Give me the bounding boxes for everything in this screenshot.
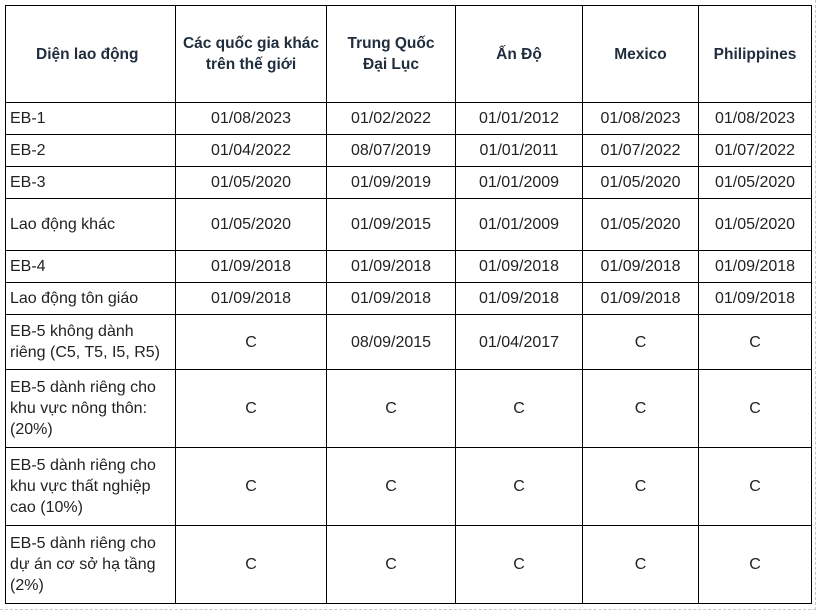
date-cell[interactable]: 01/09/2018 (583, 283, 699, 315)
date-cell[interactable]: C (176, 315, 327, 370)
row-label-cell[interactable] (6, 370, 176, 448)
row-label-line: EB-4 (10, 258, 46, 275)
header-line: Mexico (614, 45, 667, 63)
date-cell[interactable]: 01/04/2022 (176, 135, 327, 167)
date-cell[interactable]: C (176, 448, 327, 526)
row-label-cell[interactable] (6, 448, 176, 526)
header-china (327, 6, 456, 103)
table-row (6, 526, 812, 604)
table-row (6, 315, 812, 370)
header-line: Các quốc gia khác (182, 35, 320, 52)
date-cell[interactable]: 01/09/2019 (327, 167, 456, 199)
date-cell[interactable]: C (327, 448, 456, 526)
date-cell[interactable]: 01/05/2020 (583, 167, 699, 199)
date-cell[interactable]: C (456, 526, 583, 604)
header-line: Trung Quốc (347, 35, 435, 52)
row-label-cell[interactable] (6, 199, 176, 251)
date-cell[interactable]: 01/04/2017 (456, 315, 583, 370)
date-cell[interactable]: C (699, 526, 812, 604)
row-label-cell[interactable] (6, 251, 176, 283)
date-cell[interactable]: C (583, 370, 699, 448)
row-label-line: riêng (C5, T5, I5, R5) (10, 344, 160, 361)
date-cell[interactable]: C (456, 370, 583, 448)
table-row (6, 251, 812, 283)
table-row (6, 103, 812, 135)
table-row (6, 135, 812, 167)
table-row (6, 167, 812, 199)
date-cell[interactable]: C (176, 370, 327, 448)
row-label-line: EB-1 (10, 110, 46, 127)
date-cell[interactable]: 01/09/2018 (176, 283, 327, 315)
date-cell[interactable]: 01/09/2018 (583, 251, 699, 283)
date-cell[interactable]: 01/01/2009 (456, 199, 583, 251)
row-label-cell[interactable] (6, 135, 176, 167)
date-cell[interactable]: 01/09/2018 (456, 251, 583, 283)
table-row (6, 199, 812, 251)
date-cell[interactable]: 01/05/2020 (583, 199, 699, 251)
row-label-line: khu vực nông thôn: (10, 400, 148, 417)
row-label-line: (2%) (10, 577, 44, 594)
row-label-line: dự án cơ sở hạ tầng (10, 556, 156, 573)
header-line: Ấn Độ (496, 45, 542, 63)
row-label-cell[interactable] (6, 315, 176, 370)
date-cell[interactable]: 01/09/2018 (456, 283, 583, 315)
header-line: Philippines (713, 45, 797, 63)
date-cell[interactable]: 01/01/2009 (456, 167, 583, 199)
date-cell[interactable]: 01/09/2018 (327, 283, 456, 315)
date-cell[interactable]: C (699, 370, 812, 448)
date-cell[interactable]: C (699, 448, 812, 526)
header-line: trên thế giới (205, 56, 297, 73)
row-label-line: EB-5 dành riêng cho (10, 379, 156, 396)
date-cell[interactable]: C (583, 315, 699, 370)
header-mexico (583, 6, 699, 103)
row-label-line: Lao động khác (10, 216, 115, 233)
date-cell[interactable]: 01/05/2020 (176, 199, 327, 251)
table-body (6, 103, 812, 604)
date-cell[interactable]: 01/01/2011 (456, 135, 583, 167)
date-cell[interactable]: C (456, 448, 583, 526)
date-cell[interactable]: 01/08/2023 (699, 103, 812, 135)
date-cell[interactable]: 01/05/2020 (699, 199, 812, 251)
date-cell[interactable]: C (327, 370, 456, 448)
row-label-cell[interactable] (6, 103, 176, 135)
table-row (6, 283, 812, 315)
table-row (6, 370, 812, 448)
date-cell[interactable]: 01/08/2023 (583, 103, 699, 135)
row-label-line: cao (10%) (10, 499, 83, 516)
date-cell[interactable]: 01/09/2018 (327, 251, 456, 283)
date-cell[interactable]: 01/05/2020 (176, 167, 327, 199)
date-cell[interactable]: 08/09/2015 (327, 315, 456, 370)
date-cell[interactable]: C (583, 448, 699, 526)
date-cell[interactable]: 01/07/2022 (699, 135, 812, 167)
date-cell[interactable]: 01/09/2018 (699, 283, 812, 315)
row-label-cell[interactable] (6, 283, 176, 315)
date-cell[interactable]: 01/09/2015 (327, 199, 456, 251)
row-label-line: Lao động tôn giáo (10, 290, 139, 307)
header-india (456, 6, 583, 103)
date-cell[interactable]: C (176, 526, 327, 604)
date-cell[interactable]: 01/09/2018 (699, 251, 812, 283)
header-row (6, 6, 812, 103)
row-label-line: EB-5 dành riêng cho (10, 535, 156, 552)
header-other-countries (176, 6, 327, 103)
row-label-cell[interactable] (6, 526, 176, 604)
date-cell[interactable]: C (583, 526, 699, 604)
row-label-cell[interactable] (6, 167, 176, 199)
date-cell[interactable]: 01/05/2020 (699, 167, 812, 199)
date-cell[interactable]: 08/07/2019 (327, 135, 456, 167)
table-row (6, 448, 812, 526)
date-cell[interactable]: C (699, 315, 812, 370)
header-philippines (699, 6, 812, 103)
date-cell[interactable]: 01/02/2022 (327, 103, 456, 135)
row-label-line: EB-2 (10, 142, 46, 159)
row-label-line: EB-5 không dành (10, 323, 134, 340)
row-label-line: (20%) (10, 421, 53, 438)
row-label-line: khu vực thất nghiệp (10, 478, 151, 495)
header-line: Đại Lục (363, 56, 419, 73)
date-cell[interactable]: C (327, 526, 456, 604)
row-label-line: EB-3 (10, 174, 46, 191)
date-cell[interactable]: 01/09/2018 (176, 251, 327, 283)
visa-bulletin-table (5, 5, 812, 604)
header-category (6, 6, 176, 103)
header-line: Diện lao động (36, 45, 139, 63)
date-cell[interactable]: 01/08/2023 (176, 103, 327, 135)
date-cell[interactable]: 01/07/2022 (583, 135, 699, 167)
date-cell[interactable]: 01/01/2012 (456, 103, 583, 135)
row-label-line: EB-5 dành riêng cho (10, 457, 156, 474)
